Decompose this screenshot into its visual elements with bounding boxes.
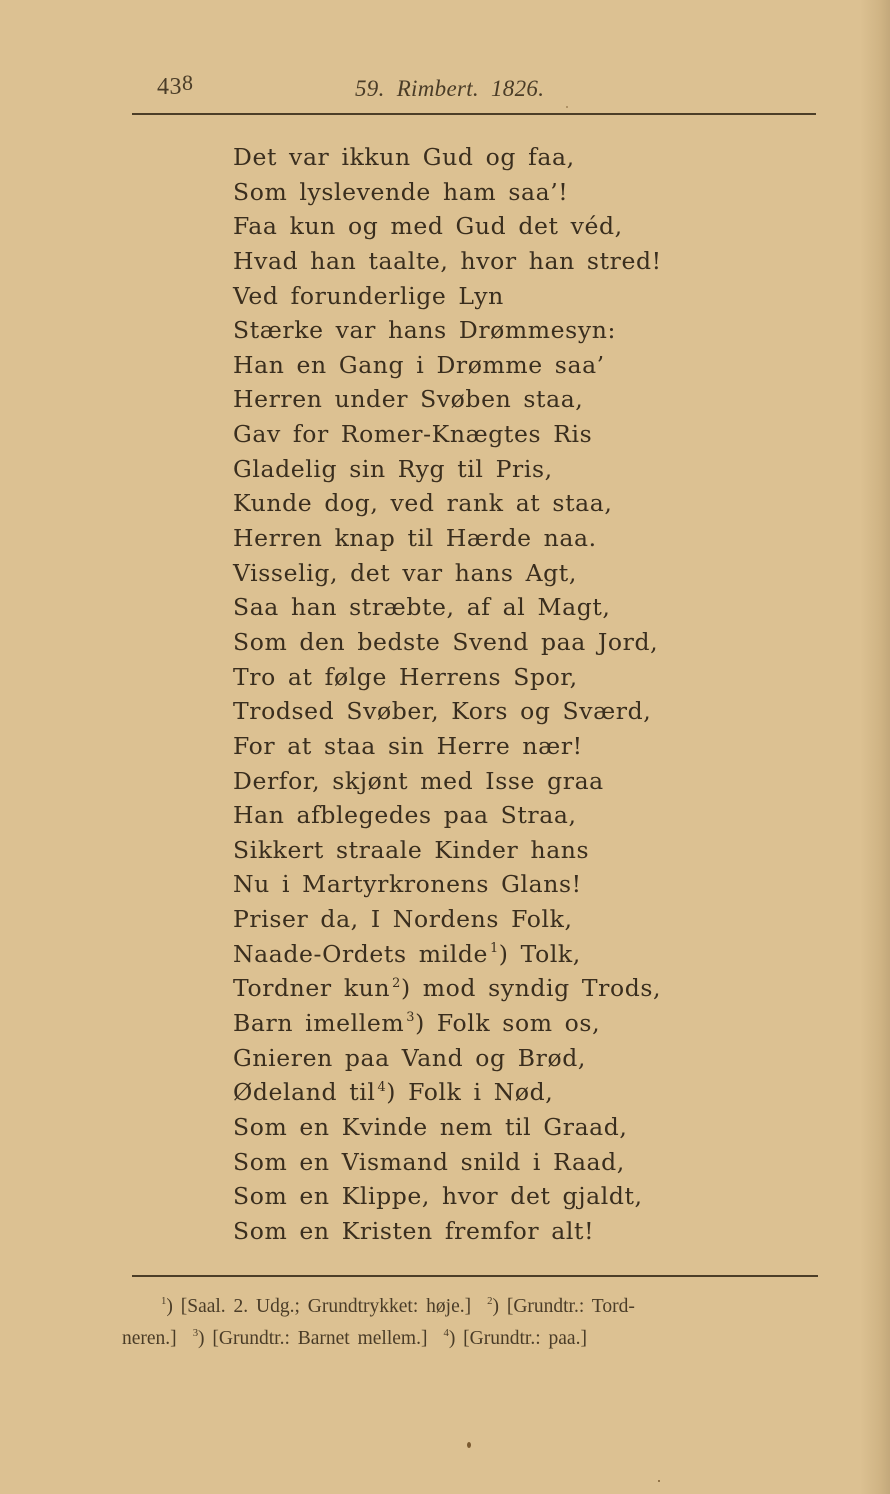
verse-line-with-note — [233, 937, 662, 972]
verse-line: Faa kun og med Gud det véd, — [233, 212, 623, 241]
verse-line: Herren knap til Hærde naa. — [233, 524, 597, 553]
footnote-text: ) [Saal. 2. Udg.; Grundtrykket: høje.] — [166, 1296, 472, 1317]
verse-line: Det var ikkun Gud og faa, — [233, 143, 575, 171]
verse-line: Som den bedste Svend paa Jord, — [233, 627, 659, 656]
verse-line: Gladelig sin Ryg til Pris, — [233, 454, 553, 483]
footnote-ref-1[interactable]: 1 — [489, 941, 499, 957]
footnote-text: ) [Grundtr.: Tord- — [492, 1296, 635, 1317]
verse-line: Som en Kristen fremfor alt! — [233, 1216, 595, 1245]
verse-line: Som lyslevende ham saa’! — [233, 177, 569, 206]
verse-line: Tro at følge Herrens Spor, — [233, 662, 578, 691]
footnote-ref-4[interactable]: 4 — [377, 1079, 387, 1095]
running-head — [0, 70, 890, 104]
footnotes — [122, 1292, 820, 1356]
footnote-line — [122, 1324, 820, 1356]
footnote-2-continuation: neren.] — [122, 1328, 177, 1349]
footnote-mark: 2 — [487, 1294, 493, 1307]
verse-line: Visselig, det var hans Agt, — [233, 558, 577, 587]
footnote-rule — [132, 1275, 818, 1277]
verse-text: ) mod syndig Trods, — [400, 974, 662, 1003]
footnote-text: ) [Grundtr.: paa.] — [448, 1328, 587, 1349]
verse-line: Han en Gang i Drømme saa’ — [233, 350, 605, 379]
footnote-line — [140, 1292, 820, 1324]
footnote-mark: 3 — [192, 1326, 199, 1339]
verse-text: Naade-Ordets milde — [233, 939, 488, 968]
verse-line: Sikkert straale Kinder hans — [233, 835, 590, 864]
footnote-ref-3[interactable]: 3 — [406, 1010, 416, 1026]
footnote-ref-2[interactable]: 2 — [392, 975, 401, 991]
verse-line: Som en Kvinde nem til Graad, — [233, 1112, 628, 1141]
verse-line-with-note — [233, 1075, 662, 1110]
verse-line: Hvad han taalte, hvor han stred! — [233, 246, 662, 275]
page-number-digits: 43 — [157, 74, 182, 100]
verse-line-with-note — [233, 1006, 662, 1041]
footnote-4 — [441, 1328, 586, 1349]
verse-line: Gav for Romer-Knægtes Ris — [233, 420, 593, 449]
verse-line: Nu i Martyrkronens Glans! — [233, 870, 582, 899]
verse-line: Trodsed Svøber, Kors og Sværd, — [233, 697, 652, 726]
verse-line: Som en Vismand snild i Raad, — [233, 1147, 625, 1176]
footnote-text: ) [Grundtr.: Barnet mellem.] — [198, 1328, 428, 1349]
paper-speck — [566, 106, 568, 108]
footnote-mark: 4 — [443, 1326, 449, 1339]
paper-speck — [467, 1442, 471, 1448]
verse-line: Han afblegedes paa Straa, — [233, 801, 577, 830]
page-number-last-digit: 8 — [182, 70, 194, 95]
verse-line: Stærke var hans Drømmesyn: — [233, 316, 616, 345]
verse-line: Priser da, I Nordens Folk, — [233, 905, 573, 934]
verse-line: For at staa sin Herre nær! — [233, 731, 583, 760]
footnote-3 — [191, 1328, 428, 1349]
verse-line: Derfor, skjønt med Isse graa — [233, 766, 604, 795]
chapter-title: 59. Rimbert. 1826. — [355, 76, 545, 101]
verse-line: Gnieren paa Vand og Brød, — [233, 1043, 586, 1072]
footnote-2 — [485, 1296, 635, 1317]
footnote-mark: 1 — [161, 1294, 167, 1307]
poem-verse — [233, 140, 662, 1249]
verse-text: Tordner kun — [233, 974, 391, 1003]
header-rule — [132, 113, 816, 115]
verse-text: ) Folk som os, — [415, 1009, 601, 1038]
verse-text: Barn imellem — [233, 1009, 405, 1038]
verse-line: Kunde dog, ved rank at staa, — [233, 489, 613, 518]
verse-line: Saa han stræbte, af al Magt, — [233, 593, 611, 622]
verse-line: Herren under Svøben staa, — [233, 385, 584, 414]
verse-text: ) Tolk, — [498, 939, 581, 968]
verse-line: Som en Klippe, hvor det gjaldt, — [233, 1182, 643, 1211]
footnote-1 — [159, 1296, 471, 1317]
verse-text: Ødeland til — [233, 1078, 376, 1107]
verse-text: ) Folk i Nød, — [386, 1078, 554, 1107]
page-number — [157, 70, 194, 101]
paper-speck — [658, 1480, 660, 1482]
verse-line: Ved forunderlige Lyn — [233, 281, 504, 310]
verse-line-with-note — [233, 971, 662, 1006]
